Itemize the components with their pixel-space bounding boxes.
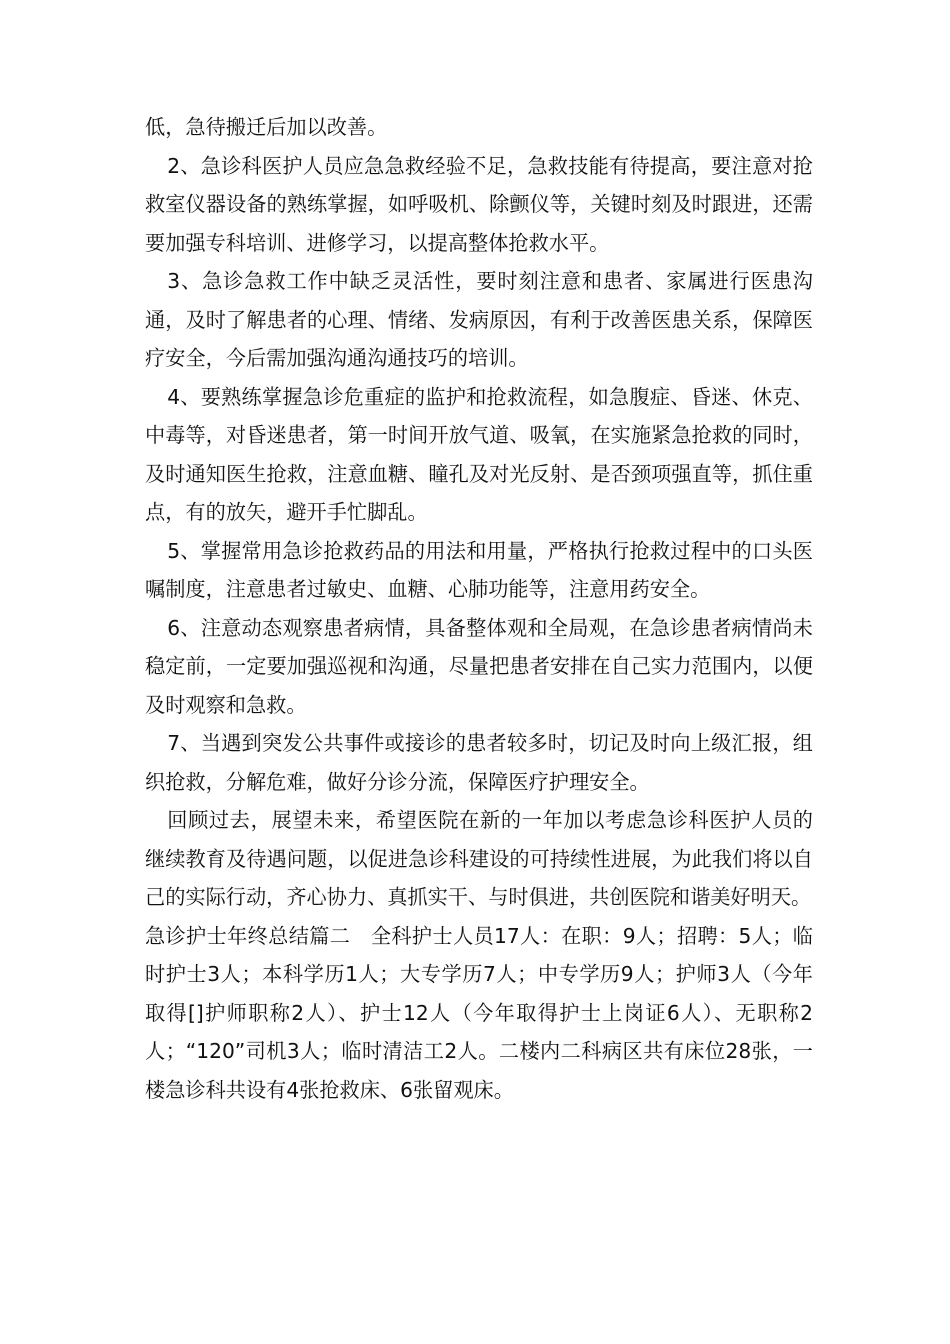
paragraph-section-two: 急诊护士年终总结篇二 全科护士人员17人：在职：9人；招聘：5人；临时护士3人；本科学历1人；大专学历7人；中专学历9人；护师3人（今年取得[]护师职称2人）、护士12人（今年取得护士上岗证6人）、无职称2人；“120”司机3人；临时清洁工2人。二楼内二科病区共有床位28张，一楼急诊科共设有4张抢救床、6张留观床。 bbox=[145, 923, 813, 1102]
paragraph-continuation: 低，急待搬迁后加以改善。 bbox=[145, 115, 388, 139]
paragraph-item-2: 2、急诊科医护人员应急急救经验不足，急救技能有待提高，要注意对抢救室仪器设备的熟练掌握，如呼吸机、除颤仪等，关键时刻及时跟进，还需要加强专科培训、进修学习，以提高整体抢救水平。 bbox=[145, 153, 813, 255]
paragraph-item-6: 6、注意动态观察患者病情，具备整体观和全局观，在急诊患者病情尚未稳定前，一定要加强巡视和沟通，尽量把患者安排在自己实力范围内，以便及时观察和急救。 bbox=[145, 615, 813, 717]
document-body bbox=[145, 108, 813, 1109]
paragraph-conclusion: 回顾过去，展望未来，希望医院在新的一年加以考虑急诊科医护人员的继续教育及待遇问题，以促进急诊科建设的可持续性进展，为此我们将以自己的实际行动，齐心协力、真抓实干、与时俱进，共创医院和谐美好明天。 bbox=[145, 808, 813, 909]
paragraph-item-7: 7、当遇到突发公共事件或接诊的患者较多时，切记及时向上级汇报，组织抢救，分解危难，做好分诊分流，保障医疗护理安全。 bbox=[145, 731, 813, 794]
paragraph-item-5: 5、掌握常用急诊抢救药品的用法和用量，严格执行抢救过程中的口头医嘱制度，注意患者过敏史、血糖、心肺功能等，注意用药安全。 bbox=[145, 538, 813, 601]
paragraph-item-4: 4、要熟练掌握急诊危重症的监护和抢救流程，如急腹症、昏迷、休克、中毒等，对昏迷患者，第一时间开放气道、吸氧，在实施紧急抢救的同时，及时通知医生抢救，注意血糖、瞳孔及对光反射、是否颈项强直等，抓住重点，有的放矢，避开手忙脚乱。 bbox=[145, 384, 813, 524]
paragraph-item-3: 3、急诊急救工作中缺乏灵活性，要时刻注意和患者、家属进行医患沟通，及时了解患者的心理、情绪、发病原因，有利于改善医患关系，保障医疗安全，今后需加强沟通沟通技巧的培训。 bbox=[145, 269, 813, 370]
